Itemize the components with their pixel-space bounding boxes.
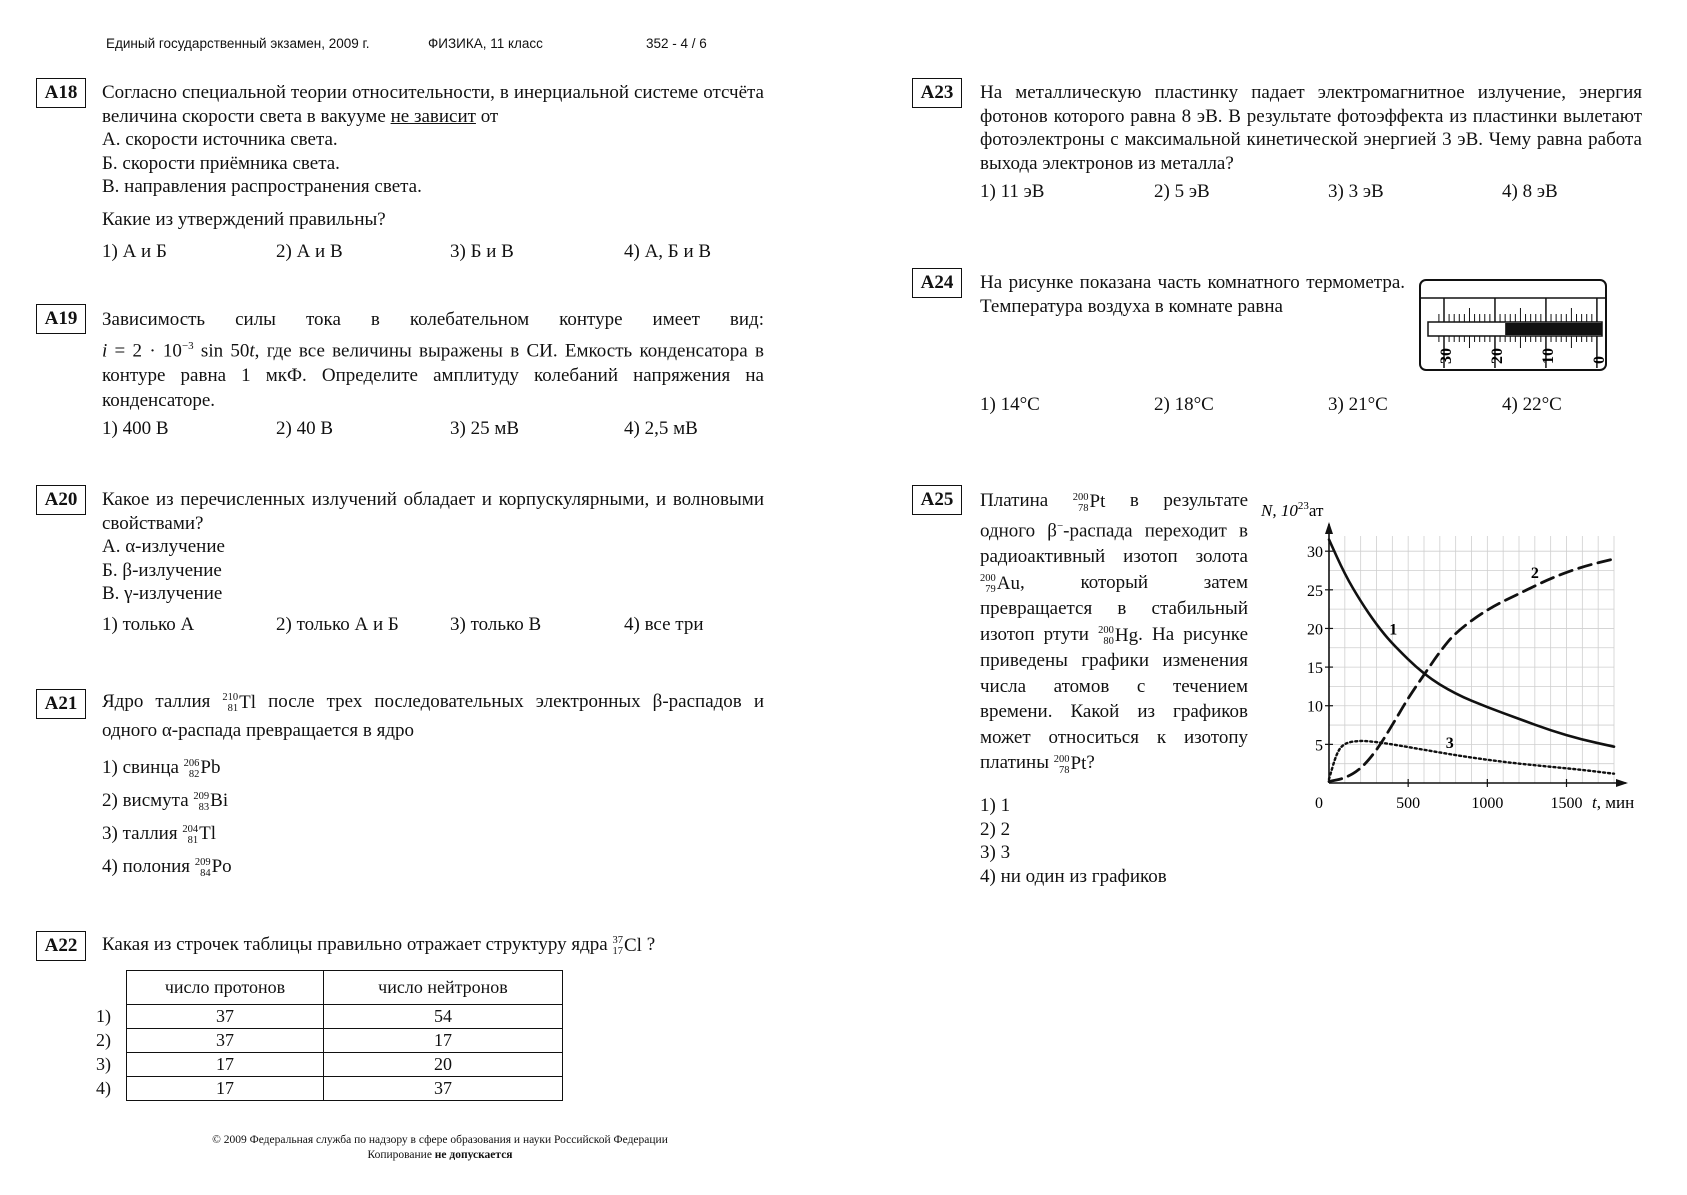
question-label-a18: A18: [36, 78, 86, 108]
option-text: 2) висмута: [102, 789, 194, 811]
a25-text-5: . На рисунке приведены графики изменения числа атомов с течением времени. Какой из графиков может относиться к изотопу платины: [980, 623, 1248, 773]
a20-text: Какое из перечисленных излучений обладает и корпускулярными, и волновыми свойствами?: [102, 489, 764, 534]
mass-number: 204: [182, 823, 199, 835]
series-label-3: 3: [1445, 734, 1454, 752]
a25-text-4: , который затем превращается в стабильный изотоп ртути: [980, 571, 1248, 645]
y-axis-arrow: [1325, 522, 1333, 534]
element-symbol: Hg: [1114, 624, 1139, 646]
a20-item: В. γ-излучение: [102, 583, 223, 604]
a23-options: [980, 181, 1660, 205]
x-axis-label-unit: , мин: [1596, 793, 1635, 812]
element-symbol: Po: [211, 856, 232, 878]
protons-cell: 37: [127, 1029, 324, 1053]
y-tick-label: 30: [1307, 544, 1323, 562]
nucleus-structure-table: [96, 970, 563, 1101]
atomic-number: 81: [227, 703, 239, 715]
a19-formula-eq: = 2 · 10: [107, 340, 182, 362]
atomic-number: 84: [200, 867, 211, 879]
answer-option[interactable]: 1) 14°C: [980, 394, 1040, 415]
a25-options: [980, 794, 1167, 888]
answer-option[interactable]: 2) 40 В: [276, 418, 333, 439]
answer-option[interactable]: 4) все три: [624, 614, 704, 635]
a24-text: На рисунке показана часть комнатного термометра. Температура воздуха в комнате равна: [980, 272, 1405, 317]
a24-options: [980, 394, 1660, 418]
a21-options: [102, 752, 232, 884]
a22-text: [102, 931, 782, 960]
a18-text-post: от: [475, 105, 499, 127]
answer-option[interactable]: 2) 5 эВ: [1154, 181, 1210, 202]
neutrons-cell: 20: [324, 1053, 563, 1077]
mass-number: 206: [183, 758, 200, 770]
table-row[interactable]: [96, 1029, 563, 1053]
y-tick-label: 15: [1307, 660, 1323, 678]
a20-options: [102, 614, 782, 638]
column-header-neutrons: число нейтронов: [324, 971, 563, 1005]
answer-option[interactable]: 3) только В: [450, 614, 542, 635]
protons-cell: 37: [127, 1005, 324, 1029]
footer-copyright: © 2009 Федеральная служба по надзору в сфере образования и науки Российской Федерации: [212, 1134, 668, 1146]
x-tick-label: 1500: [1550, 795, 1583, 812]
protons-cell: 17: [127, 1077, 324, 1101]
x-tick-label: 500: [1396, 795, 1421, 812]
y-tick-label: 20: [1307, 621, 1323, 639]
atomic-number: 78: [1059, 764, 1070, 776]
a18-text-pre: Согласно специальной теории относительности, в инерциальной системе отсчёта величина скорости света в вакууме: [102, 82, 764, 127]
y-axis-label-unit: ат: [1308, 501, 1324, 520]
decay-chart: [1255, 490, 1655, 820]
atomic-number: 82: [188, 769, 200, 781]
answer-option[interactable]: [102, 818, 232, 851]
row-number: 3): [96, 1054, 111, 1074]
row-number: 1): [96, 1006, 111, 1026]
answer-option[interactable]: 4) А, Б и В: [624, 241, 712, 262]
a25-beta-minus: −: [1056, 520, 1064, 533]
a18-items: [102, 128, 422, 199]
question-label-a23: A23: [912, 78, 962, 108]
option-text: 3) таллия: [102, 822, 183, 844]
row-number: [96, 971, 127, 1005]
answer-option[interactable]: 4) ни один из графиков: [980, 865, 1167, 887]
answer-option[interactable]: 3) 25 мВ: [450, 418, 520, 439]
scale-label-30: 30: [1438, 348, 1455, 364]
footer: [100, 1133, 780, 1163]
answer-option[interactable]: 4) 8 эВ: [1502, 181, 1558, 202]
nuclide: [193, 785, 228, 818]
mass-number: 210: [222, 692, 239, 704]
answer-option[interactable]: 3) Б и В: [450, 241, 514, 262]
a25-text: [980, 488, 1248, 776]
scale-label-20: 20: [1488, 348, 1506, 364]
a19-formula-rest: , где все величины выражены в СИ. Емкость конденсатора в контуре равна 1 мкФ. Определите амплитуду колебаний напряжения на конденсаторе.: [102, 340, 764, 412]
scale-label-0: 0: [1590, 356, 1608, 364]
option-text: 1) свинца: [102, 757, 184, 778]
answer-option[interactable]: 1) только А: [102, 614, 195, 635]
a21-text-pre: Ядро таллия: [102, 691, 223, 712]
y-axis-label-main: N, 10: [1261, 501, 1298, 520]
nuclide-pt200-b: [1054, 751, 1087, 777]
atomic-number: 78: [1078, 502, 1089, 514]
element-symbol: Tl: [239, 691, 257, 713]
a19-formula-sin: sin 50: [193, 340, 250, 362]
row-number: 2): [96, 1030, 111, 1050]
footer-copy-bold: не допускается: [434, 1149, 513, 1161]
question-label-a19: A19: [36, 304, 86, 334]
a18-text: [102, 81, 764, 128]
neutrons-cell: 54: [324, 1005, 563, 1029]
mass-number: 209: [193, 790, 210, 802]
thermometer-figure: [1416, 276, 1610, 380]
a18-item: А. скорости источника света.: [102, 129, 338, 150]
element-symbol: Pb: [200, 757, 221, 779]
column-header-protons: число протонов: [127, 971, 324, 1005]
a18-item: В. направления распространения света.: [102, 176, 422, 197]
answer-option[interactable]: 3) 21°C: [1328, 394, 1388, 415]
a19-text: [102, 334, 764, 413]
answer-option[interactable]: 2) 18°C: [1154, 394, 1214, 415]
a25-text-3: -распада переходит в радиоактивный изотоп золота: [980, 520, 1248, 568]
chart-grid: [1329, 536, 1614, 783]
a19-formula-i: i: [102, 340, 108, 362]
atomic-number: 81: [187, 834, 199, 846]
question-label-a21: A21: [36, 689, 86, 719]
question-label-a24: A24: [912, 268, 962, 298]
mass-number: 200: [980, 573, 996, 585]
scale-label-10: 10: [1539, 348, 1557, 364]
answer-option[interactable]: 4) 22°C: [1502, 394, 1562, 415]
a25-text-2: в результате одного β: [980, 490, 1249, 542]
y-axis-label: [1260, 500, 1324, 520]
mass-number: 200: [1098, 625, 1114, 637]
x-axis-ticks: [1315, 779, 1583, 812]
answer-option[interactable]: [102, 752, 232, 785]
answer-option[interactable]: 2) 2: [980, 818, 1011, 840]
element-symbol: Pt: [1070, 752, 1087, 774]
mass-number: 37: [612, 935, 623, 947]
a22-text-end: ?: [641, 934, 656, 955]
series-label-1: 1: [1389, 621, 1398, 639]
answer-option[interactable]: 3) 3 эВ: [1328, 181, 1384, 202]
a25-text-1: Платина: [980, 490, 1073, 511]
y-tick-label: 10: [1307, 698, 1323, 716]
header-subject: ФИЗИКА, 11 класс: [428, 36, 543, 51]
nuclide-pt200: [1073, 489, 1106, 515]
footer-copy-note: [100, 1148, 780, 1163]
x-tick-label: 0: [1315, 795, 1323, 812]
a18-question: Какие из утверждений правильны?: [102, 209, 386, 230]
option-text: 4) полония: [102, 855, 195, 877]
question-label-a22: A22: [36, 931, 86, 961]
mass-number: 200: [1072, 491, 1089, 503]
atomic-number: 80: [1103, 636, 1114, 648]
table-row[interactable]: [96, 1005, 563, 1029]
y-axis-label-exp: 23: [1297, 500, 1309, 512]
atomic-number: 79: [985, 584, 996, 596]
y-tick-label: 5: [1315, 737, 1323, 755]
nuclide-au200: [980, 571, 1020, 597]
y-tick-label: 25: [1307, 582, 1323, 600]
x-tick-label: 1000: [1471, 795, 1504, 812]
answer-option[interactable]: 1) А и Б: [102, 241, 167, 262]
a19-line1: Зависимость силы тока в колебательном контуре имеет вид:: [102, 309, 764, 330]
a20-items: [102, 535, 225, 606]
element-symbol: Cl: [624, 934, 642, 956]
a20-item: Б. β-излучение: [102, 559, 222, 581]
a23-text: На металлическую пластинку падает электромагнитное излучение, энергия фотонов которого равна 8 эВ. В результате фотоэффекта из пластинки вылетают фотоэлектроны с максимальной кинетической энергией 3 эВ. Чему равна работа выхода электронов из металла?: [980, 82, 1642, 174]
answer-option[interactable]: 2) только А и Б: [276, 614, 399, 635]
nuclide: [195, 851, 232, 884]
a22-text-main: Какая из строчек таблицы правильно отражает структуру ядра: [102, 934, 613, 955]
neutrons-cell: 37: [324, 1077, 563, 1101]
answer-option[interactable]: 1) 400 В: [102, 418, 169, 439]
a18-options: [102, 241, 782, 265]
answer-option[interactable]: 2) А и В: [276, 241, 343, 262]
answer-option[interactable]: 4) 2,5 мВ: [624, 418, 698, 439]
nuclide-hg200: [1098, 623, 1138, 649]
nuclide: [182, 818, 216, 851]
footer-copy-pre: Копирование: [367, 1149, 435, 1161]
x-axis-label-var: t: [1592, 793, 1597, 812]
a25-text-6: ?: [1086, 752, 1095, 773]
question-label-a20: A20: [36, 485, 86, 515]
a19-formula-exp: −3: [181, 340, 194, 352]
element-symbol: Au: [996, 572, 1020, 594]
a18-text-under: не зависит: [390, 105, 476, 127]
neutrons-cell: 17: [324, 1029, 563, 1053]
a21-text-post: после трех последовательных электронных β-распадов и одного α-распада превращается в ядро: [102, 691, 764, 741]
table-header-row: [96, 971, 563, 1005]
a19-options: [102, 418, 782, 442]
a20-item: А. α-излучение: [102, 536, 225, 557]
nuclide-tl210: [222, 689, 256, 717]
x-axis-label: [1592, 793, 1634, 812]
answer-option[interactable]: [102, 785, 232, 818]
atomic-number: 83: [198, 801, 210, 813]
a21-text: [102, 688, 764, 745]
answer-option[interactable]: 3) 3: [980, 842, 1011, 863]
table-row[interactable]: [96, 1077, 563, 1101]
mass-number: 209: [194, 856, 211, 868]
element-symbol: Tl: [199, 823, 216, 845]
nuclide: [184, 752, 221, 785]
table-row[interactable]: [96, 1053, 563, 1077]
atomic-number: 17: [612, 946, 623, 958]
mass-number: 200: [1053, 753, 1070, 765]
answer-option[interactable]: 1) 11 эВ: [980, 181, 1045, 202]
x-axis-arrow: [1616, 779, 1628, 787]
mercury-column: [1505, 323, 1602, 335]
series-label-2: 2: [1530, 564, 1539, 582]
nuclide-cl37: [613, 932, 642, 960]
header-exam: Единый государственный экзамен, 2009 г.: [106, 36, 370, 51]
answer-option[interactable]: 1) 1: [980, 795, 1011, 816]
header-page: 352 - 4 / 6: [646, 36, 707, 51]
row-number: 4): [96, 1078, 111, 1098]
answer-option[interactable]: [102, 851, 232, 884]
a19-formula-t: t: [249, 340, 255, 362]
element-symbol: Bi: [210, 790, 229, 812]
protons-cell: 17: [127, 1053, 324, 1077]
question-label-a25: A25: [912, 485, 962, 515]
a18-item: Б. скорости приёмника света.: [102, 152, 340, 174]
element-symbol: Pt: [1089, 490, 1106, 512]
